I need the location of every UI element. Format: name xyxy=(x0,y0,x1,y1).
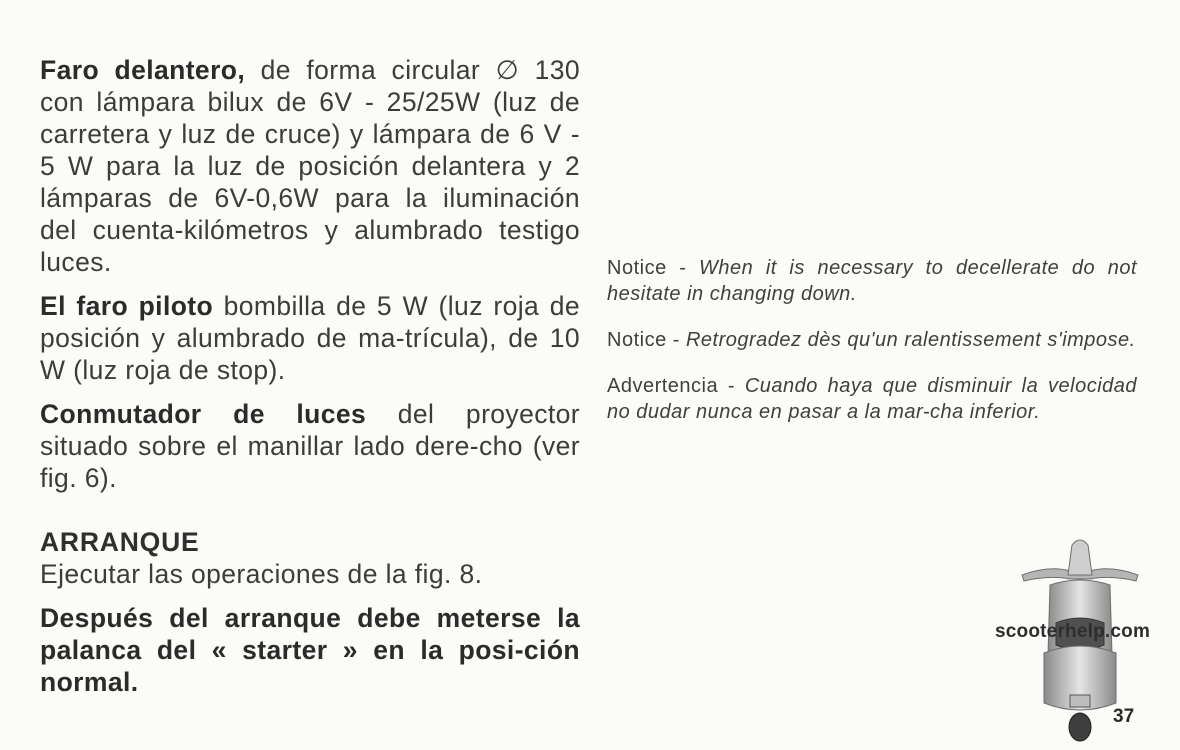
faro-delantero-heading: Faro delantero, xyxy=(40,55,246,85)
notice-text: Cuando haya que disminuir la velocidad no dudar nunca en pasar a la mar-cha inferior. xyxy=(607,375,1138,423)
faro-delantero-paragraph xyxy=(40,54,580,278)
notice-spanish xyxy=(607,373,1137,425)
arranque-text: Ejecutar las operaciones de la fig. 8. xyxy=(40,559,483,589)
notice-text: When it is necessary to decellerate do not hesitate in changing down. xyxy=(607,257,1137,305)
conmutador-text: del proyector situado sobre el manillar lado dere-cho (ver fig. 6). xyxy=(40,399,580,493)
watermark: scooterhelp.com xyxy=(995,621,1151,642)
notices-column xyxy=(607,255,1137,445)
faro-delantero-text: de forma circular ∅ 130 con lámpara bilux de 6V - 25/25W (luz de carretera y luz de cruce) y lámpara de 6 V - 5 W para la luz de posición delantera y 2 lámparas de 6V-0,6W para la iluminación del cuenta-kilómetros y alumbrado testigo luces. xyxy=(40,55,580,277)
notice-label: Notice - xyxy=(607,257,700,279)
page-number: 37 xyxy=(1113,706,1135,727)
main-text-column xyxy=(40,54,580,698)
despues-arranque-text: Después del arranque debe meterse la palanca del « starter » en la posi-ción normal. xyxy=(40,603,580,697)
conmutador-paragraph xyxy=(40,398,580,494)
faro-piloto-heading: El faro piloto xyxy=(40,291,214,321)
notice-label: Notice - xyxy=(607,329,686,351)
faro-piloto-text: bombilla de 5 W (luz roja de posición y alumbrado de ma-trícula), de 10 W (luz roja de stop). xyxy=(40,291,580,385)
notice-label: Advertencia - xyxy=(607,375,745,397)
conmutador-heading: Conmutador de luces xyxy=(40,399,367,429)
arranque-heading: ARRANQUE xyxy=(40,527,200,557)
notice-text: Retrogradez dès qu'un ralentissement s'impose. xyxy=(685,329,1136,351)
notice-french xyxy=(607,327,1137,353)
faro-piloto-paragraph xyxy=(40,290,580,386)
notice-english xyxy=(607,255,1137,307)
